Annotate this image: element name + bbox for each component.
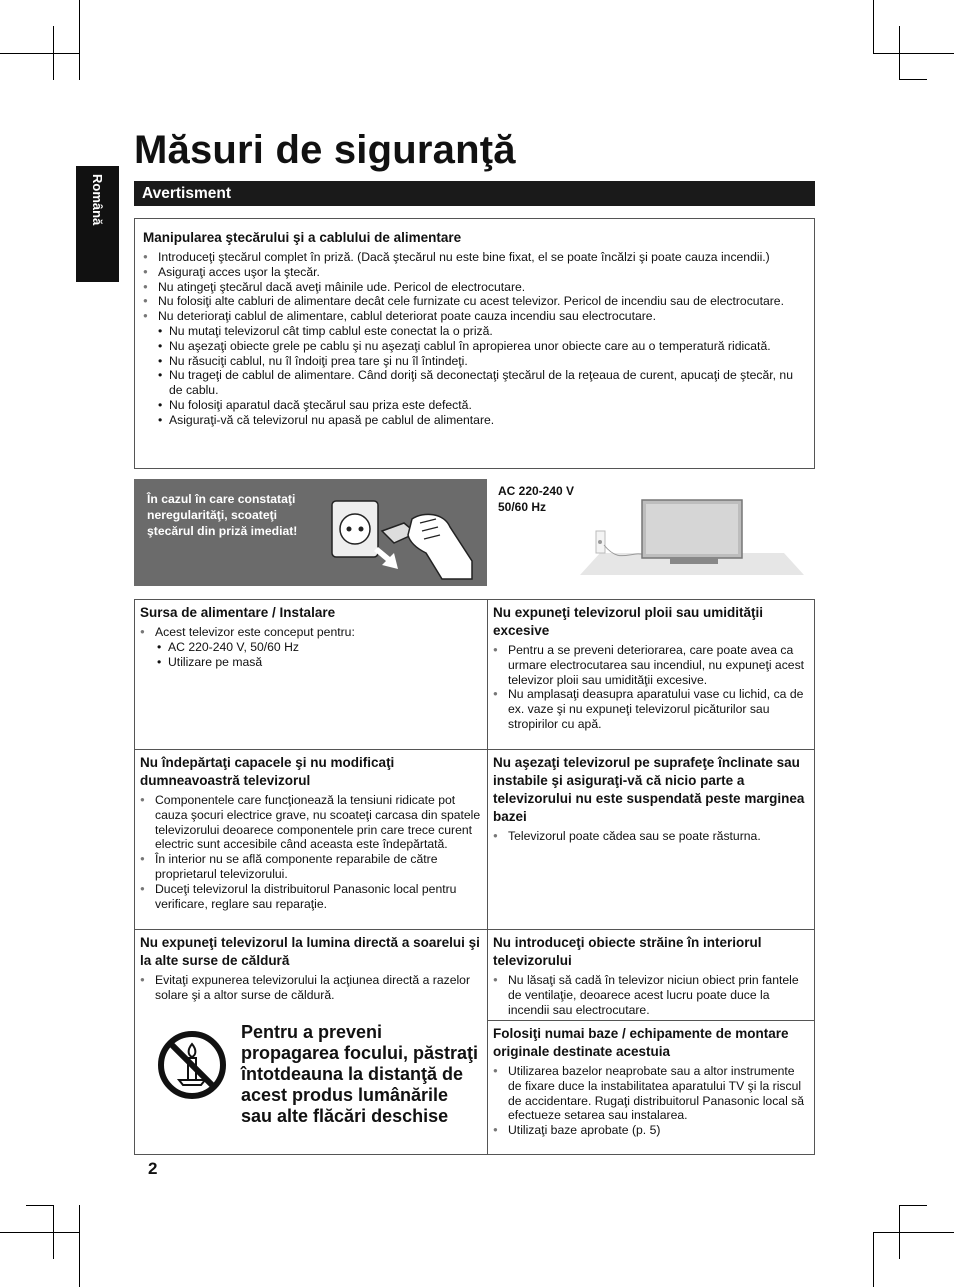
ac-voltage-label (498, 483, 574, 515)
power-source-cell (134, 600, 487, 669)
sub-list-item: • Nu trageţi de cablul de alimentare. Când doriţi să deconectaţi ştecărul de la reţeaua de curent, apucaţi de ştecăr, nu de cablu. (158, 368, 806, 398)
sub-list-item: • Nu mutaţi televizorul cât timp cablul este conectat la o priză. (158, 324, 806, 339)
cell-list (140, 793, 481, 911)
cell-list (140, 973, 481, 1003)
list-item: ● Utilizarea bazelor neaprobate sau a altor instrumente de fixare duce la instabilitatea aparatului TV şi la riscul de accidentare. Rugaţi distribuitorul Panasonic local să efectueze setarea sau instalarea. (493, 1064, 809, 1123)
rain-cell (487, 600, 815, 732)
cell-list (493, 973, 809, 1017)
page-title: Măsuri de siguranţă (134, 128, 516, 172)
language-tab (76, 166, 119, 282)
cell-list (493, 829, 809, 844)
power-cord-list (143, 250, 806, 428)
ac-frequency-text: 50/60 Hz (498, 500, 547, 514)
list-item: ● Nu folosiţi alte cabluri de alimentare decât cele furnizate cu acest televizor. Pericol de incendiu sau de electrocutare. (143, 294, 806, 309)
list-item: ● Nu amplasaţi deasupra aparatului vase cu lichid, ca de ex. vaze şi nu expuneţi televizorul picăturilor sau stropirilor cu apă. (493, 687, 809, 731)
sub-list-item: • Nu folosiţi aparatul dacă ştecărul sau priza este defectă. (158, 398, 806, 413)
cell-heading: Folosiţi numai baze / echipamente de montare originale destinate acestuia (493, 1026, 789, 1059)
warning-bar: Avertisment (134, 181, 815, 206)
sub-list-item: • Asiguraţi-vă că televizorul nu apasă pe cablul de alimentare. (158, 413, 806, 428)
sub-list-item: • Utilizare pe masă (157, 655, 481, 670)
list-item-text: Acest televizor este conceput pentru: (155, 625, 355, 639)
list-item: ● Nu lăsaţi să cadă în televizor niciun obiect prin fantele de ventilaţie, deoarece acest lucru poate duce la incendii sau electrocutare. (493, 973, 809, 1017)
list-item-text: Nu deterioraţi cablul de alimentare, cablul deteriorat poate cauza incendiu sau electrocutare. (158, 309, 656, 324)
list-item: ● Asiguraţi acces uşor la ştecăr. (143, 265, 806, 280)
list-item (140, 625, 481, 669)
cell-heading: Nu îndepărtaţi capacele şi nu modificaţi dumneavoastră televizorul (140, 755, 395, 788)
sub-list-item: • Nu răsuciţi cablul, nu îl îndoiţi prea tare şi nu îl întindeţi. (158, 354, 806, 369)
list-item: ● Nu atingeţi ştecărul dacă aveţi mâinile ude. Pericol de electrocutare. (143, 280, 806, 295)
cell-heading: Nu introduceţi obiecte străine în interiorul televizorului (493, 935, 762, 968)
cell-heading: Nu expuneţi televizorul ploii sau umidităţii excesive (493, 605, 764, 638)
list-item: ● Televizorul poate cădea sau se poate răsturna. (493, 829, 809, 844)
list-item: ● Componentele care funcţionează la tensiuni ridicate pot cauza şocuri electrice grave, nu scoateţi carcasa din spatele televizorului deoarece componentele prin care trece curent electric sunt accesibile când aceasta este îndepărtată. (140, 793, 481, 852)
stands-cell (487, 1021, 815, 1138)
covers-cell (134, 750, 487, 911)
no-open-flame-icon (157, 1030, 227, 1100)
cell-heading: Nu expuneţi televizorul la lumina directă a soarelui şi la alte surse de căldură (140, 935, 480, 968)
list-item: ● Duceţi televizorul la distribuitorul Panasonic local pentru verificare, reglare sau reparaţie. (140, 882, 481, 912)
page-number: 2 (148, 1159, 158, 1178)
cell-heading: Sursa de alimentare / Instalare (140, 605, 336, 620)
tv-power-illustration (580, 495, 804, 575)
list-item: ● Utilizaţi baze aprobate (p. 5) (493, 1123, 809, 1138)
cell-list (140, 625, 481, 669)
sloped-surface-cell (487, 750, 815, 844)
power-cord-heading: Manipularea ştecărului şi a cablului de alimentare (143, 230, 462, 245)
sub-list-item: • AC 220-240 V, 50/60 Hz (157, 640, 481, 655)
cell-list (493, 1064, 809, 1138)
sunlight-cell (134, 930, 487, 1003)
unplug-hand-illustration (324, 483, 484, 583)
cell-list (493, 643, 809, 732)
foreign-objects-cell (487, 930, 815, 1017)
power-cord-sublist (143, 324, 806, 428)
list-item: ● Evitaţi expunerea televizorului la acţiunea directă a razelor solare şi a altor surse de căldură. (140, 973, 481, 1003)
unplug-warning-text: În cazul în care constataţi neregularităţi, scoateţi ştecărul din priză imediat! (147, 492, 298, 538)
list-item: ● În interior nu se află componente reparabile de către proprietarul televizorului. (140, 852, 481, 882)
unplug-warning-panel (134, 479, 487, 586)
power-cord-box (134, 218, 815, 469)
cell-sublist (155, 640, 481, 670)
cell-heading: Nu aşezaţi televizorul pe suprafeţe înclinate sau instabile şi asiguraţi-vă că nicio parte a televizorului nu este suspendată peste marginea bazei (493, 755, 805, 824)
list-item: ● Pentru a se preveni deteriorarea, care poate avea ca urmare electrocutarea sau incendiul, nu expuneţi acest televizor ploii sau umidităţii excesive. (493, 643, 809, 687)
list-item: ● Introduceţi ştecărul complet în priză. (Dacă ştecărul nu este bine fixat, el se poate încălzi şi poate cauza incendii.) (143, 250, 806, 265)
sub-list-item: • Nu aşezaţi obiecte grele pe cablu şi nu aşezaţi cablul în apropierea unor obiecte care au o temperatură ridicată. (158, 339, 806, 354)
language-tab-label: Română (90, 174, 105, 226)
fire-warning-text: Pentru a preveni propagarea focului, păstraţi întotdeauna la distanţă de acest produs lumânările sau alte flăcări deschise (241, 1022, 479, 1126)
ac-voltage-text: AC 220-240 V (498, 484, 575, 498)
list-item (143, 309, 806, 427)
